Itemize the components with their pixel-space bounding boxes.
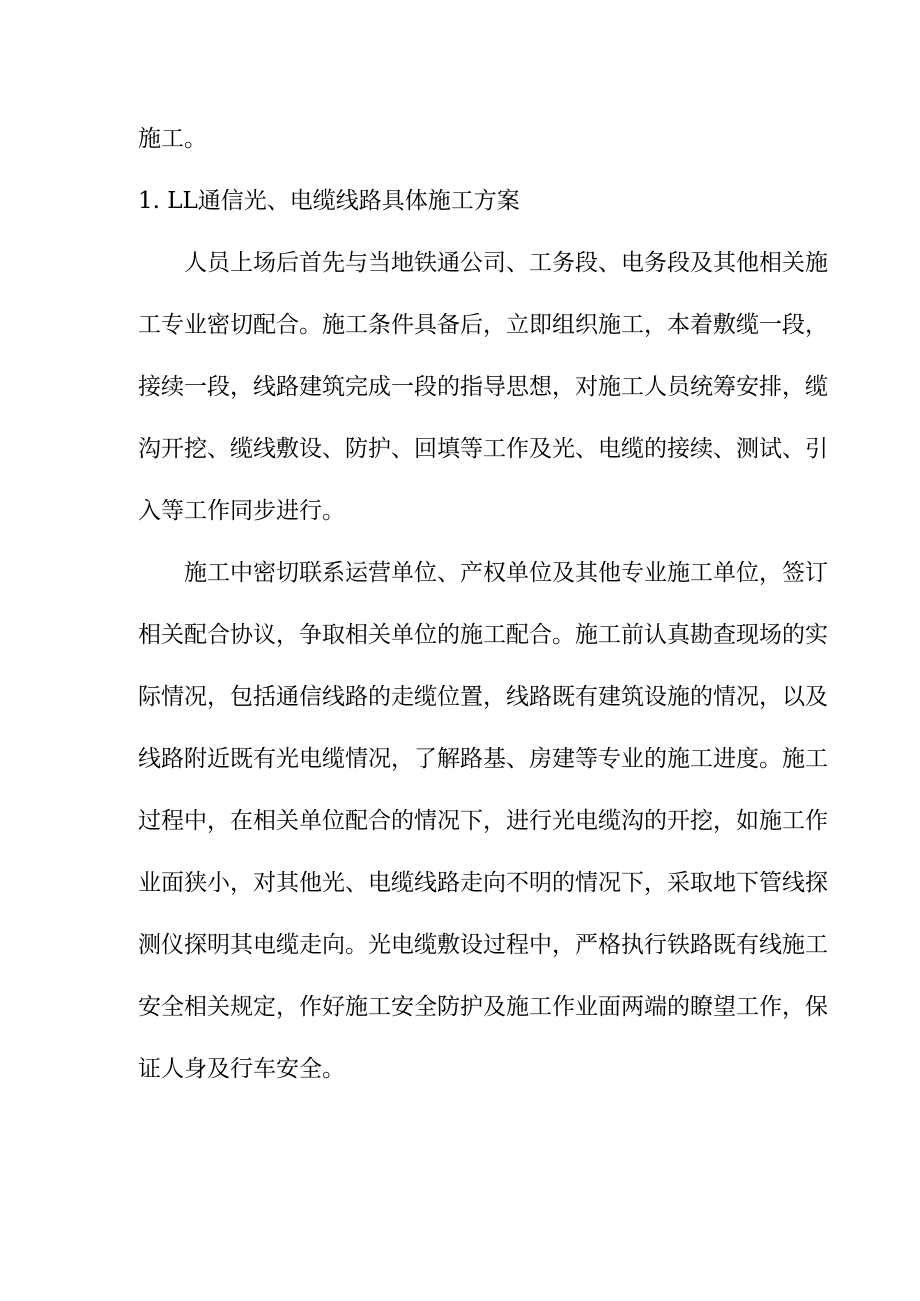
section-heading: 1. LL通信光、电缆线路具体施工方案 <box>138 188 520 214</box>
paragraph-coordination: 施工中密切联系运营单位、产权单位及其他专业施工单位，签订相关配合协议，争取相关单位的施工配合。施工前认真勘查现场的实际情况，包括通信线路的走缆位置，线路既有建筑设施的情况，以及线路附近既有光电缆情况，了解路基、房建等专业的施工进度。施工过程中，在相关单位配合的情况下，进行光电缆沟的开挖，如施工作业面狭小，对其他光、电缆线路走向不明的情况下，采取地下管线探测仪探明其电缆走向。光电缆敷设过程中，严格执行铁路既有线施工安全相关规定，作好施工安全防护及施工作业面两端的瞭望工作，保证人身及行车安全。 <box>138 560 828 1082</box>
document-body <box>138 108 828 1100</box>
paragraph-personnel: 人员上场后首先与当地铁通公司、工务段、电务段及其他相关施工专业密切配合。施工条件具备后，立即组织施工，本着敷缆一段，接续一段，线路建筑完成一段的指导思想，对施工人员统筹安排，缆沟开挖、缆线敷设、防护、回填等工作及光、电缆的接续、测试、引入等工作同步进行。 <box>138 250 828 524</box>
paragraph-continuation: 施工。 <box>138 126 207 152</box>
